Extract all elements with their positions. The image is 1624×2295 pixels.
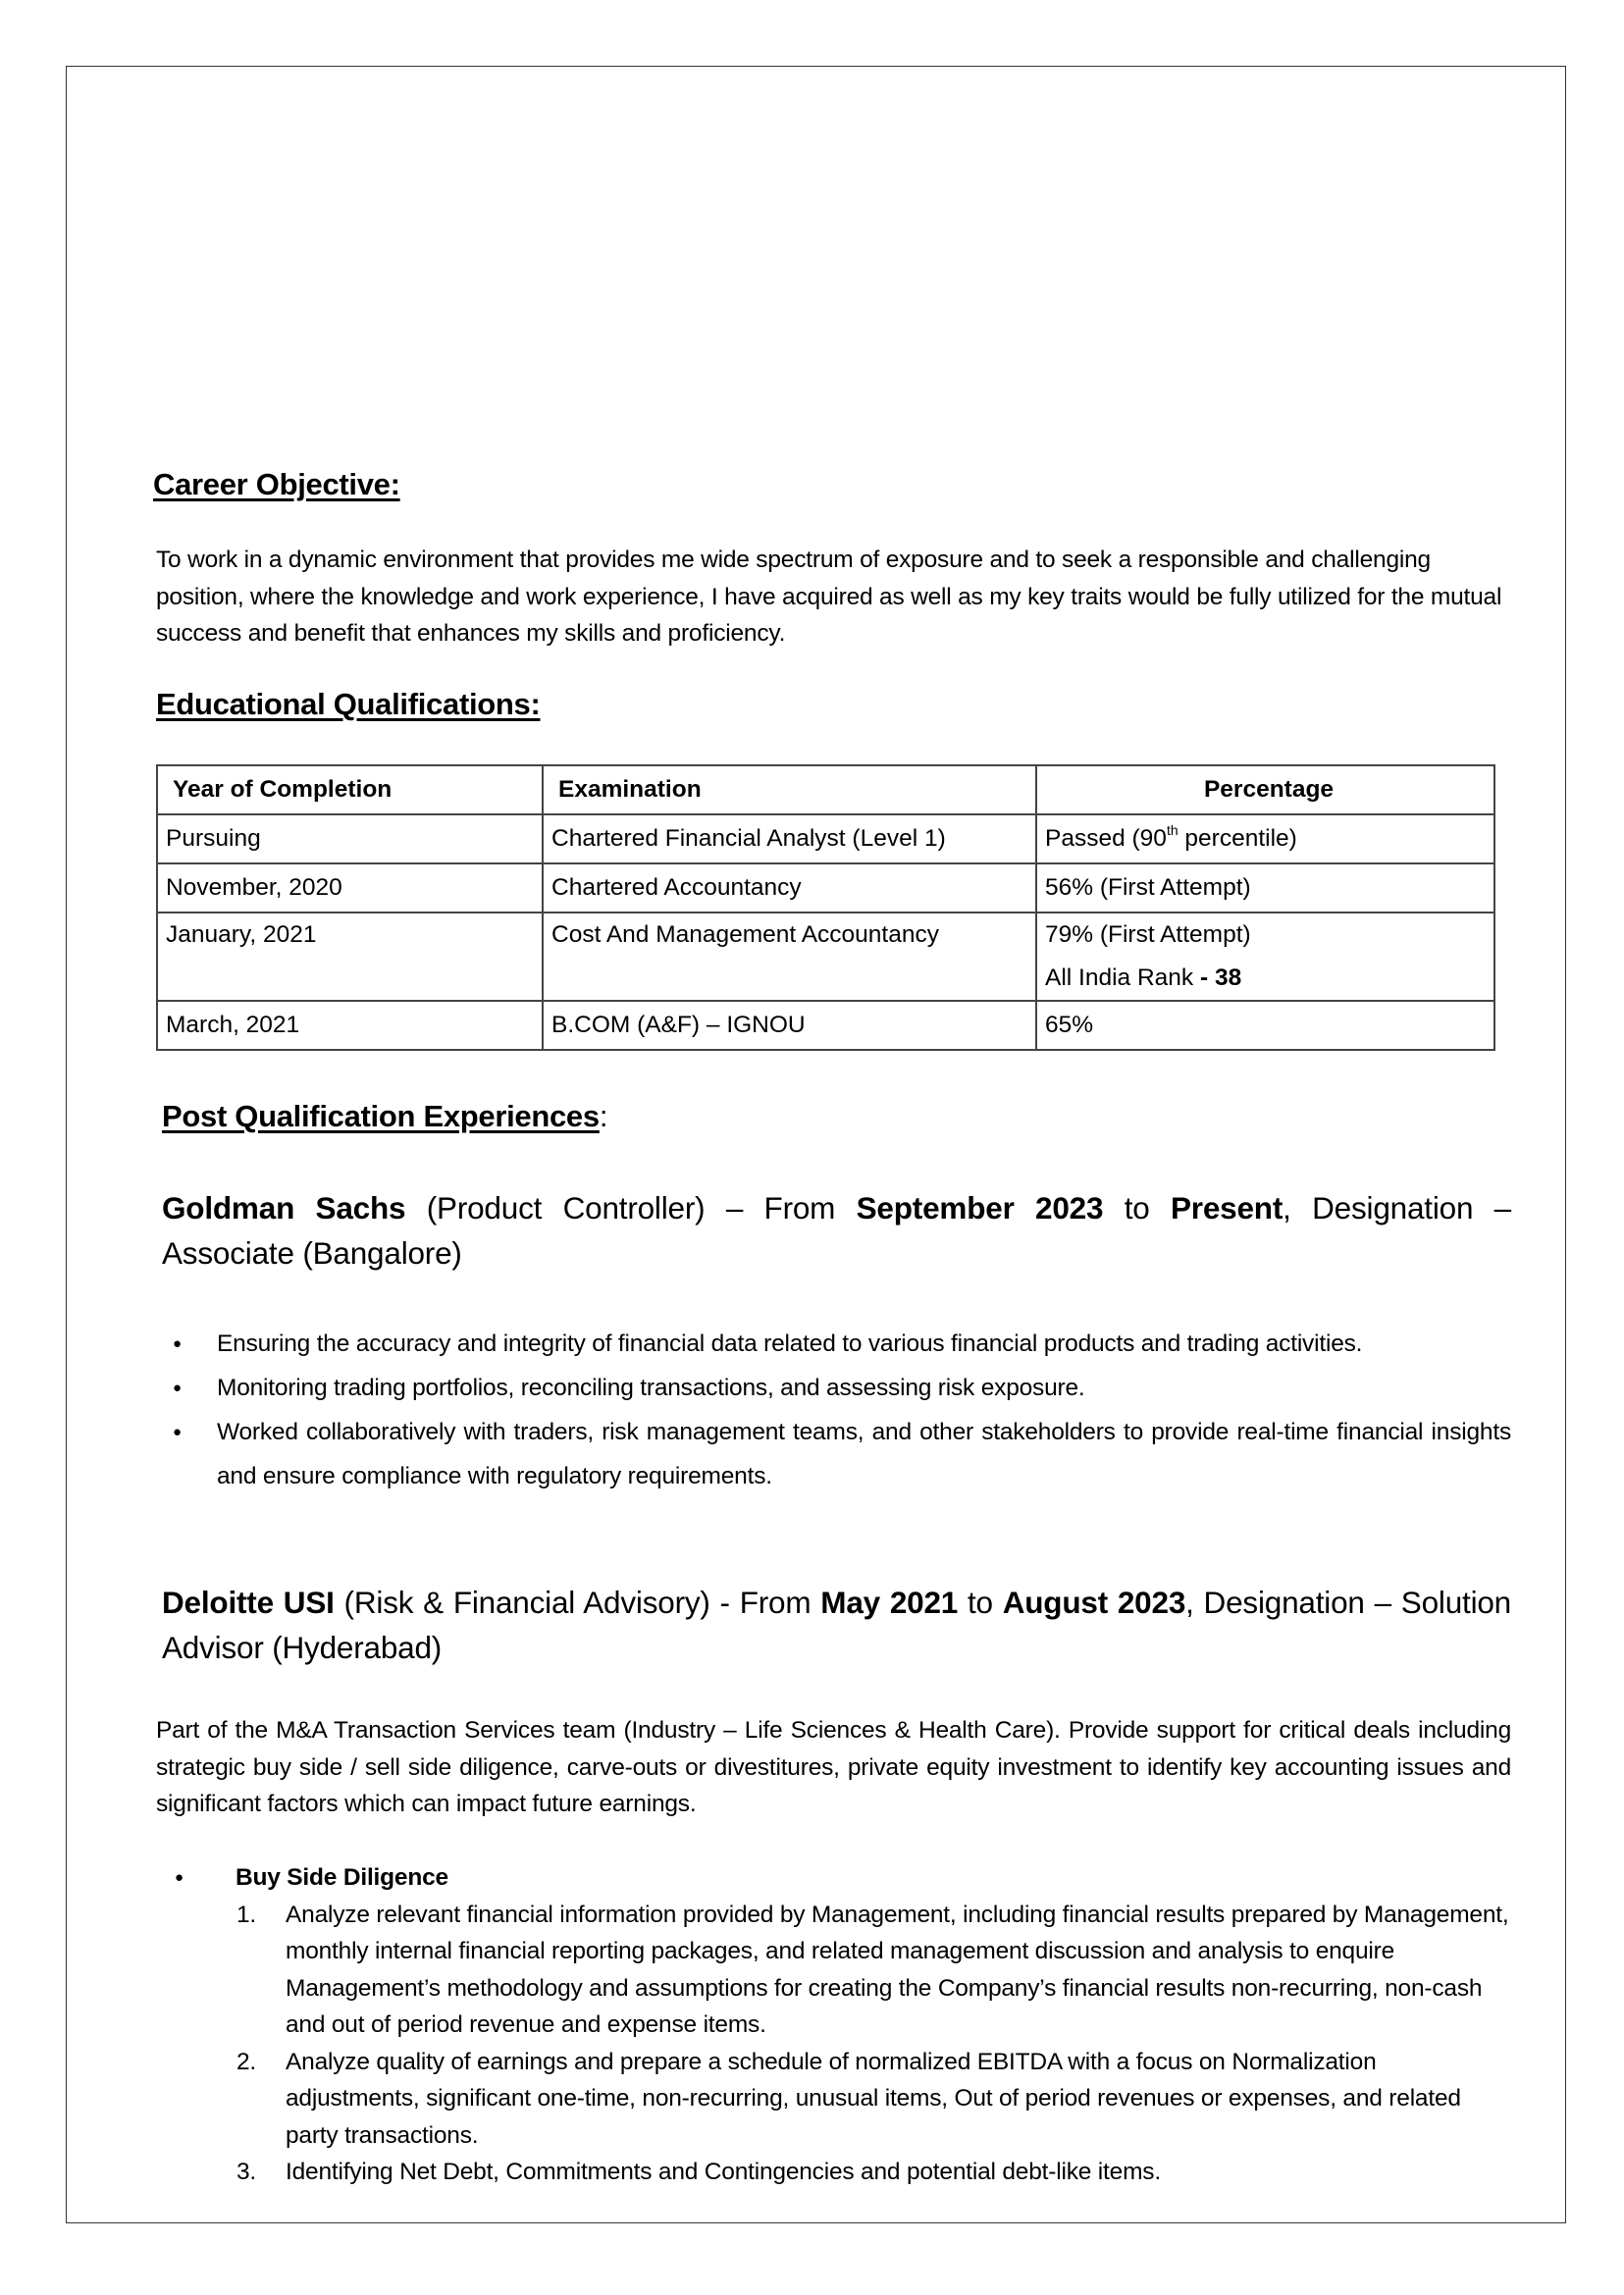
cell-year: Pursuing	[157, 814, 543, 863]
item-number: 2.	[236, 2048, 257, 2075]
list-item	[156, 1366, 1511, 1410]
bullet-text: Monitoring trading portfolios, reconciling transactions, and assessing risk exposure.	[217, 1375, 1085, 1401]
list-item	[156, 1322, 1511, 1366]
bullet-icon: ●	[175, 1869, 183, 1886]
designation: , Designation – Associate (Bangalore)	[162, 1190, 1511, 1271]
cell-year: January, 2021	[157, 913, 543, 1001]
education-heading: Educational Qualifications:	[156, 687, 541, 721]
buy-side-diligence-section	[175, 1859, 1511, 2191]
experience-heading: Post Qualification Experiences	[162, 1099, 600, 1133]
cell-year: November, 2020	[157, 863, 543, 913]
bullet-icon: ●	[173, 1335, 182, 1352]
table-row	[157, 814, 1494, 863]
bullet-text: Ensuring the accuracy and integrity of financial data related to various financial products and trading activities.	[217, 1330, 1363, 1357]
list-item	[236, 2154, 1511, 2191]
table-row	[157, 913, 1494, 1001]
item-text: Identifying Net Debt, Commitments and Contingencies and potential debt-like items.	[286, 2159, 1161, 2185]
department: (Risk & Financial Advisory) - From	[334, 1585, 821, 1620]
subsection-title-wrap	[175, 1859, 1511, 1897]
cell-exam: Chartered Financial Analyst (Level 1)	[543, 814, 1036, 863]
rank-dash: -	[1199, 965, 1215, 991]
item-number: 1.	[236, 1901, 257, 1928]
column-header-year: Year of Completion	[157, 765, 543, 814]
experience-heading-colon: :	[599, 1099, 608, 1133]
rank-value: 38	[1214, 965, 1242, 991]
list-item	[236, 2044, 1511, 2155]
cell-percentage: 56% (First Attempt)	[1036, 863, 1494, 913]
list-item	[236, 1897, 1511, 2044]
column-header-percentage: Percentage	[1036, 765, 1494, 814]
designation: , Designation – Solution Advisor (Hyderabad)	[162, 1585, 1512, 1665]
subsection-title: Buy Side Diligence	[236, 1864, 448, 1891]
career-objective-heading: Career Objective:	[153, 467, 400, 501]
percentage-text: 79% (First Attempt)	[1045, 921, 1251, 948]
table-row	[157, 863, 1494, 913]
table-row	[157, 1001, 1494, 1050]
to-label: to	[958, 1585, 1003, 1620]
column-header-examination: Examination	[543, 765, 1036, 814]
rank-line	[1045, 957, 1486, 1000]
cell-percentage	[1036, 913, 1494, 1001]
job-title-goldman	[162, 1185, 1511, 1276]
rank-label: All India Rank	[1045, 965, 1200, 991]
end-date: Present	[1170, 1190, 1283, 1226]
bullet-icon: ●	[173, 1424, 182, 1440]
bullet-icon: ●	[173, 1380, 182, 1396]
list-item	[156, 1410, 1511, 1498]
cell-exam: Chartered Accountancy	[543, 863, 1036, 913]
ordinal-suffix: th	[1166, 822, 1179, 838]
company-name: Goldman Sachs	[162, 1190, 406, 1226]
job-title-deloitte	[162, 1580, 1511, 1670]
to-label: to	[1103, 1190, 1171, 1226]
deloitte-summary: Part of the M&A Transaction Services team (Industry – Life Sciences & Health Care). Provide support for critical deals including strategic buy side / sell side diligence, carve-outs or divestitures, private equity investment to identify key accounting issues and significant factors which can impact future earnings.	[156, 1717, 1511, 1817]
experience-heading-wrap	[162, 1099, 607, 1134]
item-text: Analyze quality of earnings and prepare a schedule of normalized EBITDA with a focus on Normalization adjustments, significant one-time, non-recurring, unusual items, Out of period revenues or expenses, and related party transactions.	[286, 2048, 1461, 2149]
bullet-text: Worked collaboratively with traders, risk management teams, and other stakeholders to provide real-time financial insights and ensure compliance with regulatory requirements.	[217, 1419, 1511, 1489]
company-name: Deloitte USI	[162, 1585, 335, 1620]
item-number: 3.	[236, 2159, 257, 2185]
education-table	[156, 764, 1495, 1051]
cell-year: March, 2021	[157, 1001, 543, 1050]
percentage-text-end: percentile)	[1178, 825, 1297, 852]
percentage-text: Passed (90	[1045, 825, 1167, 852]
cell-percentage: 65%	[1036, 1001, 1494, 1050]
cell-exam: B.COM (A&F) – IGNOU	[543, 1001, 1036, 1050]
cell-exam: Cost And Management Accountancy	[543, 913, 1036, 1001]
start-date: September 2023	[856, 1190, 1104, 1226]
cell-percentage	[1036, 814, 1494, 863]
department: (Product Controller) – From	[405, 1190, 857, 1226]
end-date: August 2023	[1002, 1585, 1186, 1620]
start-date: May 2021	[820, 1585, 959, 1620]
career-objective-text: To work in a dynamic environment that provides me wide spectrum of exposure and to seek a responsible and challenging position, where the knowledge and work experience, I have acquired as well as my key traits would be fully utilized for the mutual success and benefit that enhances my skills and proficiency.	[156, 547, 1502, 647]
table-header-row	[157, 765, 1494, 814]
item-text: Analyze relevant financial information provided by Management, including financial results prepared by Management, monthly internal financial reporting packages, and related management discussion and analysis to enquire Management’s methodology and assumptions for creating the Company’s financial results non-recurring, non-cash and out of period revenue and expense items.	[286, 1901, 1509, 2038]
goldman-bullets	[156, 1322, 1511, 1498]
buy-side-diligence-list	[236, 1897, 1511, 2191]
